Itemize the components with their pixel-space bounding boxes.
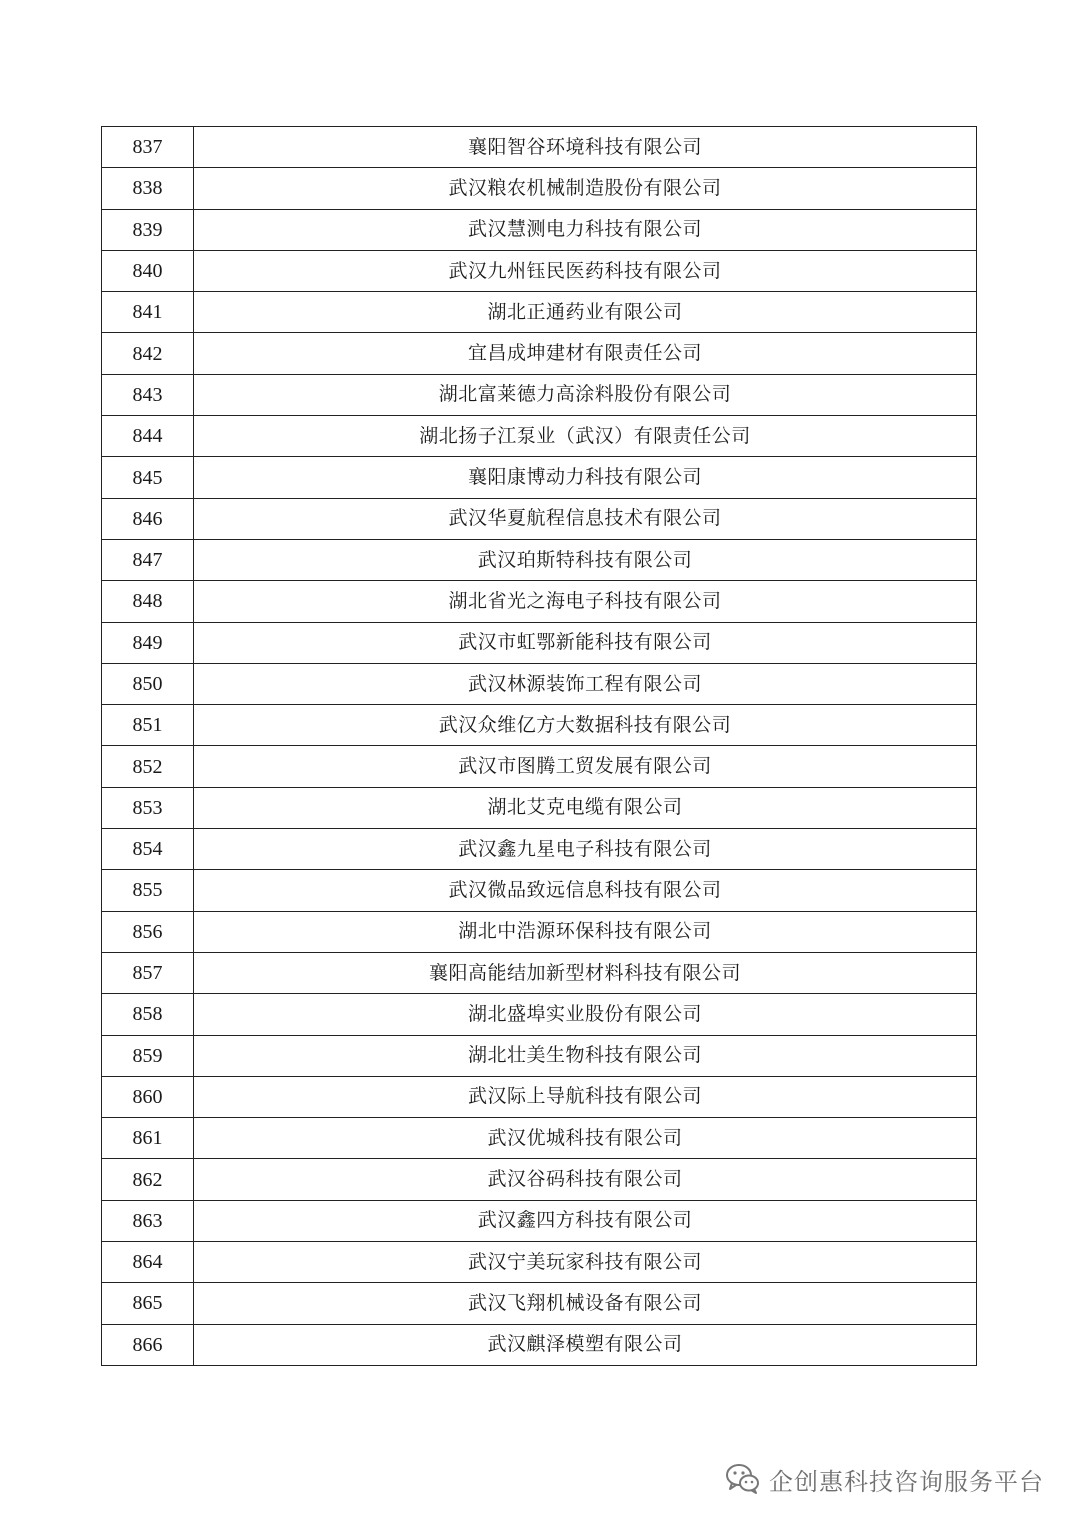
row-number: 853 (102, 787, 194, 828)
row-number: 855 (102, 870, 194, 911)
row-number: 862 (102, 1159, 194, 1200)
table-row (102, 168, 977, 209)
row-number: 838 (102, 168, 194, 209)
table-row (102, 416, 977, 457)
row-number: 847 (102, 539, 194, 580)
row-number: 863 (102, 1200, 194, 1241)
company-name: 湖北中浩源环保科技有限公司 (194, 911, 977, 952)
company-name: 武汉市虹鄂新能科技有限公司 (194, 622, 977, 663)
company-name: 襄阳康博动力科技有限公司 (194, 457, 977, 498)
row-number: 852 (102, 746, 194, 787)
watermark-text: 企创惠科技咨询服务平台 (769, 1467, 1044, 1496)
wechat-icon (725, 1463, 761, 1495)
company-name: 武汉珀斯特科技有限公司 (194, 539, 977, 580)
company-name: 武汉粮农机械制造股份有限公司 (194, 168, 977, 209)
row-number: 849 (102, 622, 194, 663)
table-row (102, 1159, 977, 1200)
company-name: 武汉微品致远信息科技有限公司 (194, 870, 977, 911)
table-row (102, 127, 977, 168)
row-number: 837 (102, 127, 194, 168)
company-name: 湖北省光之海电子科技有限公司 (194, 581, 977, 622)
table-row (102, 952, 977, 993)
table-row (102, 209, 977, 250)
company-name: 襄阳高能结加新型材料科技有限公司 (194, 952, 977, 993)
table-row (102, 1242, 977, 1283)
company-name: 湖北扬子江泵业（武汉）有限责任公司 (194, 416, 977, 457)
table-row (102, 374, 977, 415)
table-row (102, 1283, 977, 1324)
row-number: 850 (102, 663, 194, 704)
company-name: 武汉麒泽模塑有限公司 (194, 1324, 977, 1365)
row-number: 845 (102, 457, 194, 498)
row-number: 861 (102, 1118, 194, 1159)
table-row (102, 539, 977, 580)
table-row (102, 746, 977, 787)
table-row (102, 457, 977, 498)
table-row (102, 1324, 977, 1365)
company-name: 襄阳智谷环境科技有限公司 (194, 127, 977, 168)
row-number: 851 (102, 705, 194, 746)
company-list-table (101, 126, 977, 1366)
table-row (102, 1118, 977, 1159)
table-row (102, 292, 977, 333)
company-name: 武汉际上导航科技有限公司 (194, 1076, 977, 1117)
company-name: 武汉林源装饰工程有限公司 (194, 663, 977, 704)
watermark (725, 1459, 1044, 1499)
table-row (102, 581, 977, 622)
table-row (102, 787, 977, 828)
row-number: 859 (102, 1035, 194, 1076)
company-name: 武汉飞翔机械设备有限公司 (194, 1283, 977, 1324)
company-name: 湖北盛埠实业股份有限公司 (194, 994, 977, 1035)
row-number: 854 (102, 829, 194, 870)
company-name: 武汉优城科技有限公司 (194, 1118, 977, 1159)
table-row (102, 333, 977, 374)
table-row (102, 663, 977, 704)
company-name: 武汉市图腾工贸发展有限公司 (194, 746, 977, 787)
row-number: 840 (102, 250, 194, 291)
row-number: 865 (102, 1283, 194, 1324)
row-number: 843 (102, 374, 194, 415)
table-row (102, 870, 977, 911)
company-name: 湖北富莱德力高涂料股份有限公司 (194, 374, 977, 415)
company-name: 湖北正通药业有限公司 (194, 292, 977, 333)
table-row (102, 250, 977, 291)
table-row (102, 1200, 977, 1241)
table-row (102, 1076, 977, 1117)
table-row (102, 705, 977, 746)
row-number: 857 (102, 952, 194, 993)
row-number: 839 (102, 209, 194, 250)
company-name: 武汉慧测电力科技有限公司 (194, 209, 977, 250)
company-name: 武汉众维亿方大数据科技有限公司 (194, 705, 977, 746)
company-name: 武汉鑫四方科技有限公司 (194, 1200, 977, 1241)
company-list-body (102, 127, 977, 1366)
row-number: 842 (102, 333, 194, 374)
row-number: 860 (102, 1076, 194, 1117)
row-number: 856 (102, 911, 194, 952)
company-name: 武汉九州钰民医药科技有限公司 (194, 250, 977, 291)
company-name: 武汉鑫九星电子科技有限公司 (194, 829, 977, 870)
row-number: 846 (102, 498, 194, 539)
table-row (102, 829, 977, 870)
row-number: 858 (102, 994, 194, 1035)
table-row (102, 622, 977, 663)
company-name: 武汉谷码科技有限公司 (194, 1159, 977, 1200)
table-row (102, 911, 977, 952)
row-number: 864 (102, 1242, 194, 1283)
company-name: 武汉宁美玩家科技有限公司 (194, 1242, 977, 1283)
company-name: 湖北壮美生物科技有限公司 (194, 1035, 977, 1076)
row-number: 844 (102, 416, 194, 457)
table-row (102, 994, 977, 1035)
company-name: 湖北艾克电缆有限公司 (194, 787, 977, 828)
row-number: 841 (102, 292, 194, 333)
row-number: 848 (102, 581, 194, 622)
table-row (102, 498, 977, 539)
row-number: 866 (102, 1324, 194, 1365)
table-row (102, 1035, 977, 1076)
company-name: 宜昌成坤建材有限责任公司 (194, 333, 977, 374)
company-name: 武汉华夏航程信息技术有限公司 (194, 498, 977, 539)
